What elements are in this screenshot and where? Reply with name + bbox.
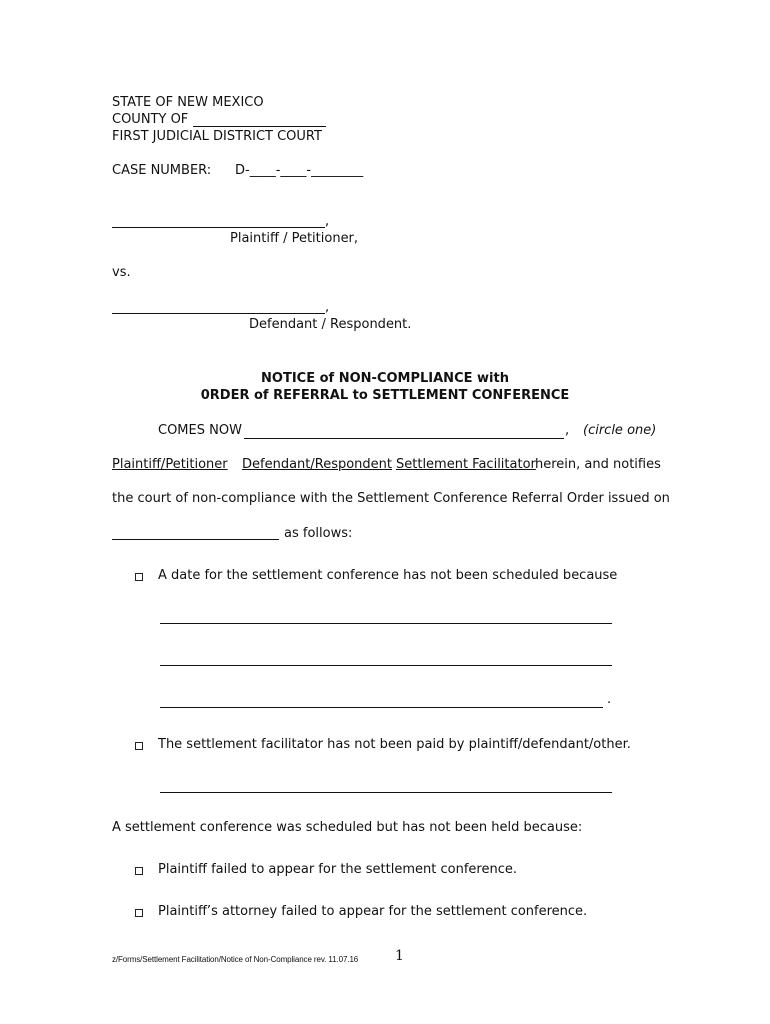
state-heading: STATE OF NEW MEXICO — [112, 95, 264, 110]
option-settlement-facilitator[interactable]: Settlement Facilitator — [396, 457, 536, 472]
reason-blank-2[interactable] — [160, 665, 612, 666]
as-follows-text: as follows: — [284, 526, 353, 541]
item-not-scheduled: A date for the settlement conference has not been scheduled because — [158, 568, 618, 583]
not-held-intro: A settlement conference was scheduled but has not been held because: — [112, 820, 583, 835]
party-name-blank[interactable] — [244, 438, 564, 439]
case-number-field[interactable]: D-____-____-________ — [235, 163, 364, 178]
item-attorney-absent: Plaintiff’s attorney failed to appear for the settlement conference. — [158, 904, 588, 919]
defendant-comma: , — [325, 300, 330, 315]
plaintiff-name-blank[interactable] — [112, 227, 325, 228]
item-plaintiff-absent: Plaintiff failed to appear for the settlement conference. — [158, 862, 517, 877]
circle-one-note: (circle one) — [583, 423, 657, 438]
item-not-paid: The settlement facilitator has not been paid by plaintiff/defendant/other. — [158, 737, 631, 752]
reason-blank-1[interactable] — [160, 623, 612, 624]
defendant-name-blank[interactable] — [112, 313, 325, 314]
checkbox-icon[interactable] — [135, 742, 143, 750]
option-defendant-respondent[interactable]: Defendant/Respondent — [242, 457, 393, 472]
comes-now-label: COMES NOW — [158, 423, 242, 438]
herein-text: herein, and notifies — [535, 457, 661, 472]
footer-path: z/Forms/Settlement Facilitation/Notice of Non-Compliance rev. 11.07.16 — [112, 955, 359, 964]
page-number: 1 — [395, 948, 404, 964]
checkbox-icon[interactable] — [135, 909, 143, 917]
order-date-blank[interactable] — [112, 539, 279, 540]
comes-now-comma: , — [565, 423, 570, 438]
case-number-label: CASE NUMBER: — [112, 163, 212, 178]
county-label: COUNTY OF — [112, 112, 189, 127]
court-heading: FIRST JUDICIAL DISTRICT COURT — [112, 129, 322, 144]
document-title-line1: NOTICE of NON-COMPLIANCE with — [261, 371, 509, 386]
checkbox-icon[interactable] — [135, 573, 143, 581]
document-title-line2: 0RDER of REFERRAL to SETTLEMENT CONFERENCE — [200, 388, 570, 403]
reason-period: . — [607, 692, 612, 707]
plaintiff-comma: , — [325, 214, 330, 229]
plaintiff-label: Plaintiff / Petitioner, — [230, 231, 359, 246]
checkbox-icon[interactable] — [135, 867, 143, 875]
reason-blank-3[interactable] — [160, 707, 603, 708]
versus-label: vs. — [112, 265, 131, 280]
county-blank[interactable] — [193, 126, 326, 127]
notification-text: the court of non-compliance with the Settlement Conference Referral Order issued on — [112, 491, 670, 506]
option-plaintiff-petitioner[interactable]: Plaintiff/Petitioner — [112, 457, 228, 472]
defendant-label: Defendant / Respondent. — [249, 317, 412, 332]
payment-blank[interactable] — [160, 792, 612, 793]
